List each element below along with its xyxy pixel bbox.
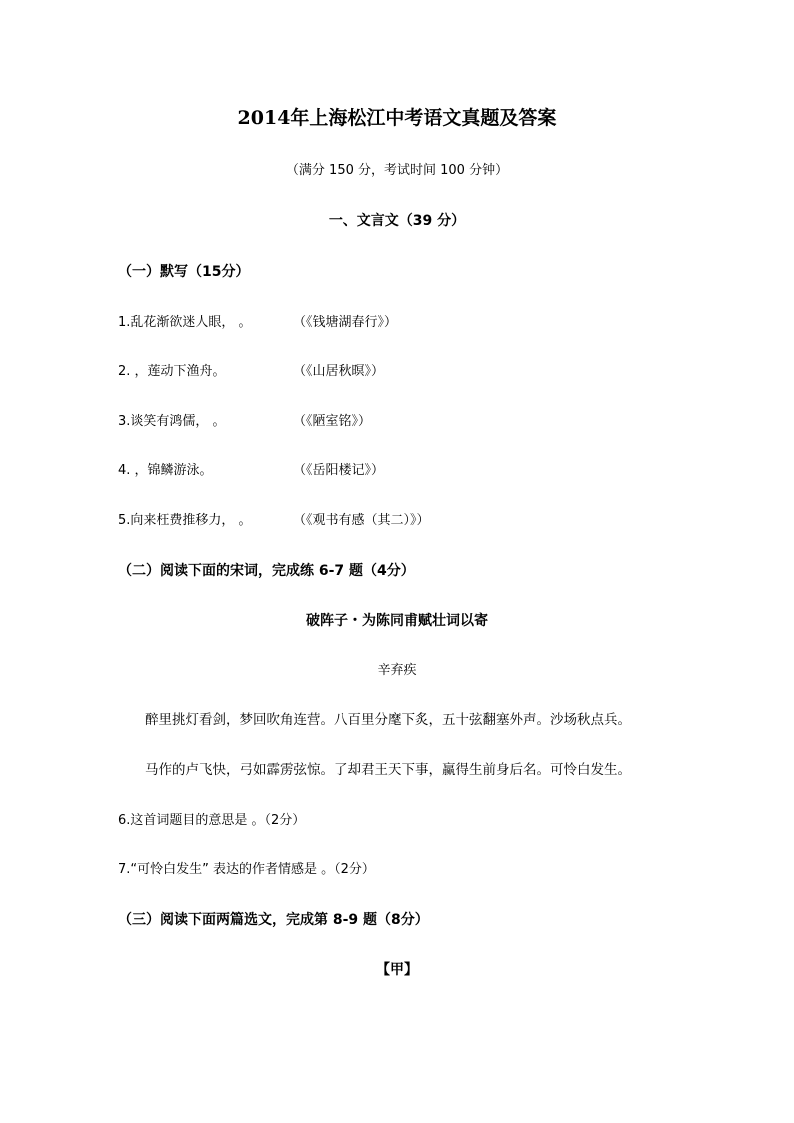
recitation-item (118, 414, 372, 429)
recitation-text: 1.乱花渐欲迷人眼， 。 (118, 315, 252, 330)
recitation-item (118, 463, 385, 478)
recitation-text: 3.谈笑有鸿儒， 。 (118, 414, 226, 429)
poem-author: 辛弃疾 (377, 663, 417, 678)
recitation-item (118, 364, 385, 379)
recitation-source: （《钱塘湖春行》） (293, 315, 398, 330)
question-item: 7.“可怜白发生” 表达的作者情感是 。（2分） (118, 862, 375, 877)
recitation-item (118, 513, 430, 528)
recitation-source: （《陋室铭》） (293, 414, 372, 429)
part2-heading: （二）阅读下面的宋词，完成练 6-7 题（4分） (118, 563, 415, 579)
recitation-item (118, 315, 398, 330)
recitation-text: 2. ，莲动下渔舟。 (118, 364, 226, 379)
recitation-text: 5.向来枉费推移力， 。 (118, 513, 252, 528)
section-heading: 一、文言文（39 分） (328, 213, 466, 229)
poem-title: 破阵子・为陈同甫赋壮词以寄 (306, 613, 488, 629)
recitation-source: （《山居秋暝》） (293, 364, 385, 379)
part3-heading: （三）阅读下面两篇选文，完成第 8-9 题（8分） (118, 912, 429, 928)
passage-label: 【甲】 (376, 962, 418, 978)
poem-line: 马作的卢飞快，弓如霹雳弦惊。了却君王天下事，赢得生前身后名。可怜白发生。 (145, 762, 631, 778)
part1-heading: （一）默写（15分） (118, 264, 250, 280)
exam-info: （满分 150 分，考试时间 100 分钟） (285, 163, 509, 178)
question-item: 6.这首词题目的意思是 。（2分） (118, 813, 306, 828)
recitation-source: （《岳阳楼记》） (293, 463, 385, 478)
page-title: 2014年上海松江中考语文真题及答案 (237, 107, 557, 129)
recitation-text: 4. ，锦鳞游泳。 (118, 463, 213, 478)
recitation-source: （《观书有感（其二）》） (293, 513, 430, 528)
poem-line: 醉里挑灯看剑，梦回吹角连营。八百里分麾下炙，五十弦翻塞外声。沙场秋点兵。 (145, 712, 631, 728)
